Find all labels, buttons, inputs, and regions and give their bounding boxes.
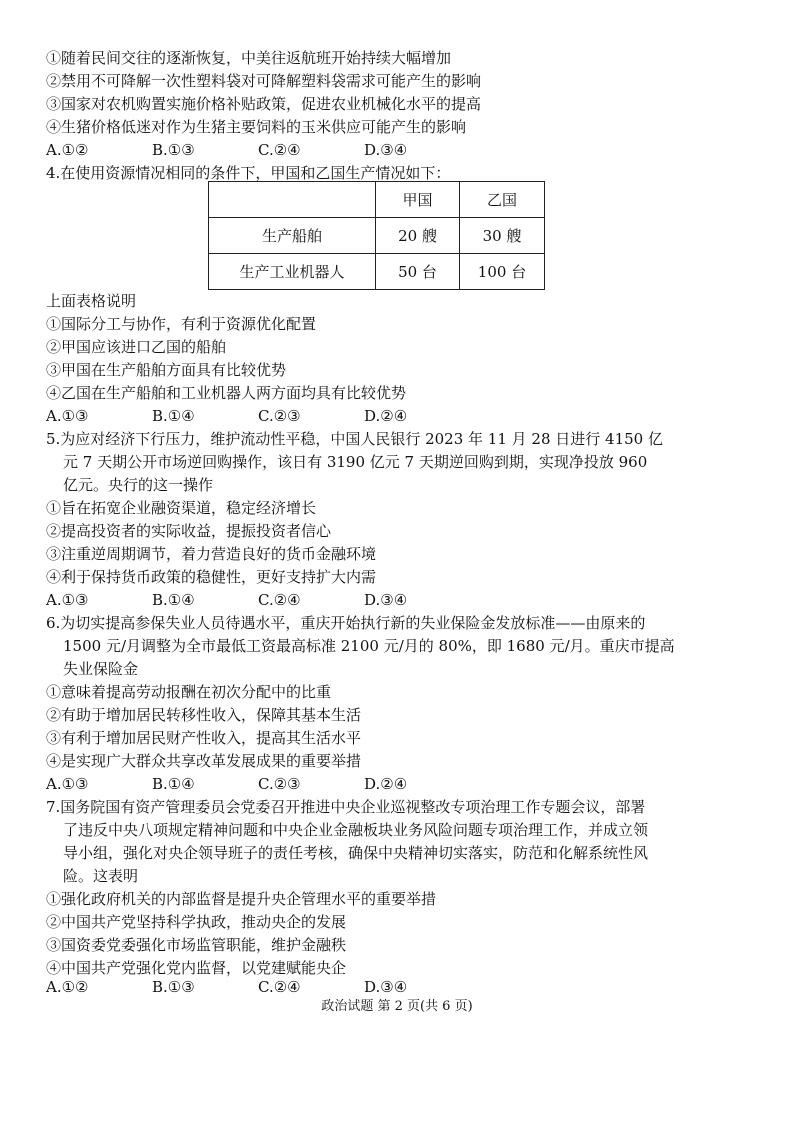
q6-item-3: ③有利于增加居民财产性收入，提高其生活水平	[46, 729, 362, 747]
q6-option-c: C.②③	[258, 775, 301, 793]
q3-item-2: ②禁用不可降解一次性塑料袋对可降解塑料袋需求可能产生的影响	[46, 72, 482, 90]
q3-option-c: C.②④	[258, 141, 301, 159]
q7-option-d: D.③④	[364, 978, 408, 996]
q3-option-a: A.①②	[46, 141, 89, 159]
q5-option-b: B.①④	[152, 591, 195, 609]
q4-item-1: ①国际分工与协作，有利于资源优化配置	[46, 315, 317, 333]
q3-option-d: D.③④	[364, 141, 408, 159]
q6-item-1: ①意味着提高劳动报酬在初次分配中的比重	[46, 683, 332, 701]
q4-item-2: ②甲国应该进口乙国的船舶	[46, 338, 227, 356]
table-cell: 50 台	[376, 254, 460, 290]
q6-item-2: ②有助于增加居民转移性收入，保障其基本生活	[46, 706, 362, 724]
q5-item-4: ④利于保持货币政策的稳健性，更好支持扩大内需	[46, 568, 377, 586]
q5-item-1: ①旨在拓宽企业融资渠道，稳定经济增长	[46, 499, 317, 517]
table-row	[209, 254, 545, 290]
table-cell: 生产工业机器人	[209, 254, 376, 290]
q7-option-a: A.①②	[46, 978, 89, 996]
q6-option-a: A.①③	[46, 775, 89, 793]
q3-item-3: ③国家对农机购置实施价格补贴政策，促进农业机械化水平的提高	[46, 95, 482, 113]
q4-option-a: A.①③	[46, 407, 89, 425]
q4-option-c: C.②③	[258, 407, 301, 425]
page-footer: 政治试题 第 2 页(共 6 页)	[321, 999, 473, 1014]
q5-option-d: D.③④	[364, 591, 408, 609]
q5-stem-line-2: 元 7 天期公开市场逆回购操作，该日有 3190 亿元 7 天期逆回购到期，实现净投放 960	[63, 453, 648, 471]
q7-stem-line-3: 导小组，强化对央企领导班子的责任考核，确保中央精神切实落实，防范和化解系统性风	[63, 844, 649, 862]
table-header-country-a: 甲国	[376, 182, 460, 218]
q7-item-2: ②中国共产党坚持科学执政，推动央企的发展	[46, 913, 347, 931]
q4-option-d: D.②④	[364, 407, 408, 425]
q6-stem-line-3: 失业保险金	[63, 660, 139, 678]
q7-item-4: ④中国共产党强化党内监督，以党建赋能央企	[46, 959, 347, 977]
table-cell: 20 艘	[376, 218, 460, 254]
q5-item-3: ③注重逆周期调节，着力营造良好的货币金融环境	[46, 545, 377, 563]
q5-option-a: A.①③	[46, 591, 89, 609]
q5-stem-line-1: 5.为应对经济下行压力，维护流动性平稳，中国人民银行 2023 年 11 月 28 日进行 4150 亿	[46, 430, 663, 448]
q7-stem-line-2: 了违反中央八项规定精神问题和中央企业金融板块业务风险问题专项治理工作，并成立领	[63, 821, 649, 839]
q4-item-3: ③甲国在生产船舶方面具有比较优势	[46, 361, 287, 379]
q4-lead: 上面表格说明	[46, 292, 137, 310]
q5-item-2: ②提高投资者的实际收益，提振投资者信心	[46, 522, 332, 540]
table-cell: 30 艘	[460, 218, 545, 254]
table-header-empty	[209, 182, 376, 218]
q5-option-c: C.②④	[258, 591, 301, 609]
q3-item-4: ④生猪价格低迷对作为生猪主要饲料的玉米供应可能产生的影响	[46, 118, 467, 136]
q4-stem: 4.在使用资源情况相同的条件下，甲国和乙国生产情况如下：	[46, 164, 451, 182]
table-cell: 生产船舶	[209, 218, 376, 254]
q6-option-d: D.②④	[364, 775, 408, 793]
table-header-row	[209, 182, 545, 218]
q4-option-b: B.①④	[152, 407, 195, 425]
q6-option-b: B.①④	[152, 775, 195, 793]
q3-option-b: B.①③	[152, 141, 195, 159]
table-cell: 100 台	[460, 254, 545, 290]
q6-stem-line-1: 6.为切实提高参保失业人员待遇水平，重庆开始执行新的失业保险金发放标准——由原来的	[46, 614, 646, 632]
q7-stem-line-1: 7.国务院国有资产管理委员会党委召开推进中央企业巡视整改专项治理工作专题会议，部署	[46, 798, 646, 816]
q6-stem-line-2: 1500 元/月调整为全市最低工资最高标准 2100 元/月的 80%，即 1680 元/月。重庆市提高	[63, 637, 675, 655]
q7-item-1: ①强化政府机关的内部监督是提升央企管理水平的重要举措	[46, 890, 437, 908]
q4-production-table	[208, 181, 545, 290]
q7-item-3: ③国资委党委强化市场监管职能，维护金融秩	[46, 936, 347, 954]
q7-option-c: C.②④	[258, 978, 301, 996]
q6-item-4: ④是实现广大群众共享改革发展成果的重要举措	[46, 752, 362, 770]
q3-item-1: ①随着民间交往的逐渐恢复，中美往返航班开始持续大幅增加	[46, 49, 452, 67]
q7-stem-line-4: 险。这表明	[63, 867, 139, 885]
table-row	[209, 218, 545, 254]
q4-item-4: ④乙国在生产船舶和工业机器人两方面均具有比较优势	[46, 384, 407, 402]
q7-option-b: B.①③	[152, 978, 195, 996]
q5-stem-line-3: 亿元。央行的这一操作	[63, 476, 214, 494]
table-header-country-b: 乙国	[460, 182, 545, 218]
